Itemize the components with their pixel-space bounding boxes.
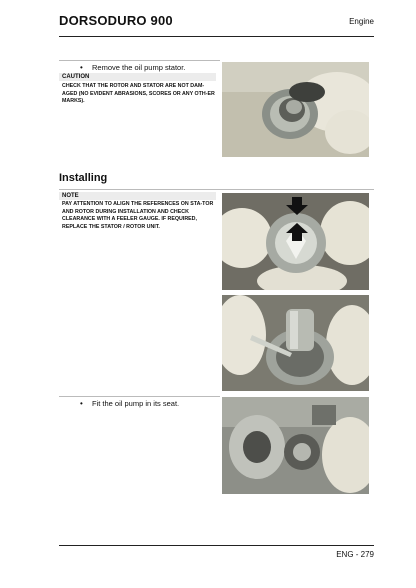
caution-title: CAUTION bbox=[62, 74, 90, 80]
step-remove-stator bbox=[80, 63, 185, 72]
rotor-stator-alignment-photo bbox=[222, 193, 369, 290]
bullet-icon: • bbox=[80, 399, 83, 408]
section-divider bbox=[59, 189, 374, 190]
step-text: Remove the oil pump stator. bbox=[92, 63, 186, 72]
installing-heading: Installing bbox=[59, 172, 108, 184]
feeler-gauge-clearance-photo bbox=[222, 295, 369, 391]
note-text: PAY ATTENTION TO ALIGN THE REFERENCES ON STA-TOR AND ROTOR DURING INSTALLATION AND CHECK CLEARANCE WITH A FEELER GAUGE. IF REQUIRED, REPLACE THE STATOR / ROTOR UNIT. bbox=[62, 201, 214, 230]
step-divider bbox=[59, 396, 220, 397]
header-divider bbox=[59, 36, 374, 37]
bullet-icon: • bbox=[80, 63, 83, 72]
caution-text: CHECK THAT THE ROTOR AND STATOR ARE NOT DAM-AGED (NO EVIDENT ABRASIONS, SCORES OR ANY OTH-ER MARKS). bbox=[62, 83, 215, 105]
step-divider bbox=[59, 60, 220, 61]
step-text: Fit the oil pump in its seat. bbox=[92, 399, 180, 408]
section-label: Engine bbox=[349, 17, 374, 26]
oil-pump-stator-removal-photo bbox=[222, 62, 369, 157]
page-number: ENG - 279 bbox=[336, 550, 374, 559]
footer-divider bbox=[59, 545, 374, 546]
note-title: NOTE bbox=[62, 193, 79, 199]
step-fit-pump bbox=[80, 399, 179, 408]
oil-pump-in-seat-photo bbox=[222, 397, 369, 494]
page-title: DORSODURO 900 bbox=[59, 13, 173, 28]
